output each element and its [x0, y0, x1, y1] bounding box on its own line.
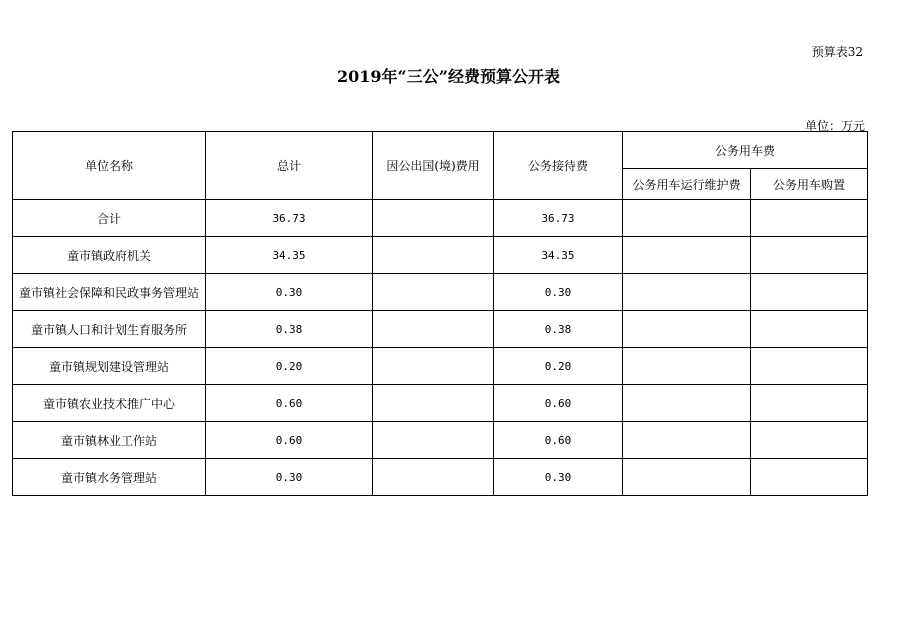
row-unit-name: 童市镇水务管理站 — [13, 459, 206, 496]
row-reception: 0.30 — [494, 459, 623, 496]
row-reception: 36.73 — [494, 200, 623, 237]
row-vehicle-operation — [623, 348, 751, 385]
row-unit-name: 童市镇林业工作站 — [13, 422, 206, 459]
row-vehicle-operation — [623, 422, 751, 459]
row-reception: 0.60 — [494, 422, 623, 459]
row-vehicle-purchase — [751, 422, 868, 459]
row-vehicle-operation — [623, 237, 751, 274]
row-vehicle-operation — [623, 274, 751, 311]
table-row — [13, 385, 868, 422]
table-row — [13, 274, 868, 311]
row-reception: 34.35 — [494, 237, 623, 274]
row-vehicle-purchase — [751, 459, 868, 496]
table-row — [13, 459, 868, 496]
row-unit-name: 童市镇规划建设管理站 — [13, 348, 206, 385]
row-vehicle-purchase — [751, 385, 868, 422]
row-total: 0.60 — [206, 422, 373, 459]
row-overseas — [373, 274, 494, 311]
col-header-vehicle: 公务用车费 — [623, 132, 868, 169]
row-unit-name: 童市镇社会保障和民政事务管理站 — [13, 274, 206, 311]
page-code: 预算表32 — [811, 45, 863, 59]
col-header-overseas: 因公出国(境)费用 — [373, 132, 494, 200]
row-vehicle-operation — [623, 311, 751, 348]
row-total: 0.60 — [206, 385, 373, 422]
col-header-reception: 公务接待费 — [494, 132, 623, 200]
row-unit-name: 童市镇政府机关 — [13, 237, 206, 274]
col-header-total: 总计 — [206, 132, 373, 200]
row-overseas — [373, 237, 494, 274]
table-row — [13, 348, 868, 385]
table-row — [13, 200, 868, 237]
col-header-vehicle-operation: 公务用车运行维护费 — [623, 169, 751, 200]
row-vehicle-operation — [623, 200, 751, 237]
budget-table — [12, 131, 868, 496]
table-row — [13, 311, 868, 348]
row-unit-name: 合计 — [13, 200, 206, 237]
row-vehicle-operation — [623, 459, 751, 496]
unit-label: 单位：万元 — [804, 119, 865, 133]
row-overseas — [373, 422, 494, 459]
row-total: 34.35 — [206, 237, 373, 274]
row-total: 0.38 — [206, 311, 373, 348]
row-vehicle-purchase — [751, 200, 868, 237]
row-total: 36.73 — [206, 200, 373, 237]
row-overseas — [373, 311, 494, 348]
row-reception: 0.30 — [494, 274, 623, 311]
row-vehicle-purchase — [751, 311, 868, 348]
row-vehicle-purchase — [751, 237, 868, 274]
row-vehicle-purchase — [751, 348, 868, 385]
row-total: 0.30 — [206, 274, 373, 311]
row-reception: 0.38 — [494, 311, 623, 348]
row-reception: 0.60 — [494, 385, 623, 422]
col-header-vehicle-purchase: 公务用车购置 — [751, 169, 868, 200]
row-overseas — [373, 348, 494, 385]
row-total: 0.30 — [206, 459, 373, 496]
row-reception: 0.20 — [494, 348, 623, 385]
row-unit-name: 童市镇农业技术推广中心 — [13, 385, 206, 422]
row-total: 0.20 — [206, 348, 373, 385]
row-unit-name: 童市镇人口和计划生育服务所 — [13, 311, 206, 348]
col-header-unit-name: 单位名称 — [13, 132, 206, 200]
row-overseas — [373, 200, 494, 237]
page-title: 2019年“三公”经费预算公开表 — [337, 67, 560, 86]
table-row — [13, 422, 868, 459]
row-vehicle-operation — [623, 385, 751, 422]
row-vehicle-purchase — [751, 274, 868, 311]
row-overseas — [373, 459, 494, 496]
row-overseas — [373, 385, 494, 422]
table-row — [13, 237, 868, 274]
